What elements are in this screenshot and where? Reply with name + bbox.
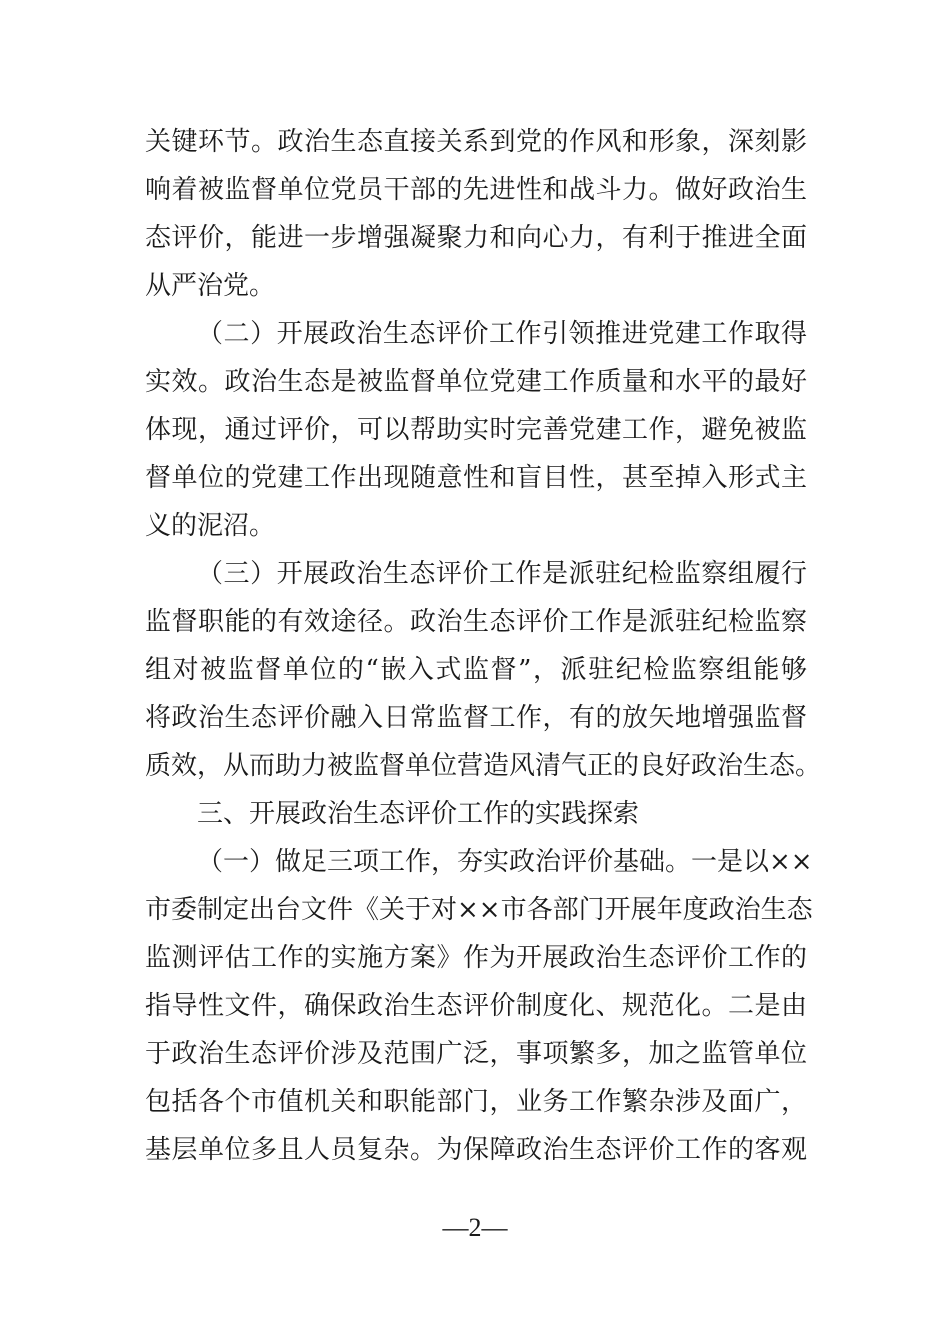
body-text-line: 体现，通过评价，可以帮助实时完善党建工作，避免被监: [145, 415, 807, 445]
body-text-line: 督单位的党建工作出现随意性和盲目性，甚至掉入形式主: [145, 463, 807, 493]
body-text-line: 从严治党。: [145, 271, 276, 301]
body-text-line: 指导性文件，确保政治生态评价制度化、规范化。二是由: [145, 991, 807, 1021]
body-text-line: 组对被监督单位的“嵌入式监督”，派驻纪检监察组能够: [145, 655, 807, 685]
body-text-line: 监督职能的有效途径。政治生态评价工作是派驻纪检监察: [145, 607, 807, 637]
paragraph-heading-line: （三）开展政治生态评价工作是派驻纪检监察组履行: [197, 559, 807, 589]
body-text-line: 态评价，能进一步增强凝聚力和向心力，有利于推进全面: [145, 223, 807, 253]
paragraph-heading-line: （二）开展政治生态评价工作引领推进党建工作取得: [197, 319, 807, 349]
body-text-line: 将政治生态评价融入日常监督工作，有的放矢地增强监督: [145, 703, 807, 733]
body-text-line: 监测评估工作的实施方案》作为开展政治生态评价工作的: [145, 943, 807, 973]
body-text-line: 义的泥沼。: [145, 511, 276, 541]
page-number: —2—: [442, 1213, 508, 1242]
body-text-line: 实效。政治生态是被监督单位党建工作质量和水平的最好: [145, 367, 807, 397]
body-text-line: 响着被监督单位党员干部的先进性和战斗力。做好政治生: [145, 175, 807, 205]
body-text-line: 基层单位多且人员复杂。为保障政治生态评价工作的客观: [145, 1135, 807, 1165]
section-heading: 三、开展政治生态评价工作的实践探索: [197, 799, 640, 829]
paragraph-heading-line: （一）做足三项工作，夯实政治评价基础。一是以××: [197, 847, 813, 877]
body-text-line: 关键环节。政治生态直接关系到党的作风和形象，深刻影: [145, 127, 807, 157]
body-text-line: 市委制定出台文件《关于对××市各部门开展年度政治生态: [145, 895, 813, 925]
body-text-line: 质效，从而助力被监督单位营造风清气正的良好政治生态。: [145, 751, 822, 781]
body-text-line: 包括各个市值机关和职能部门，业务工作繁杂涉及面广，: [145, 1087, 807, 1117]
body-text-line: 于政治生态评价涉及范围广泛，事项繁多，加之监管单位: [145, 1039, 807, 1069]
